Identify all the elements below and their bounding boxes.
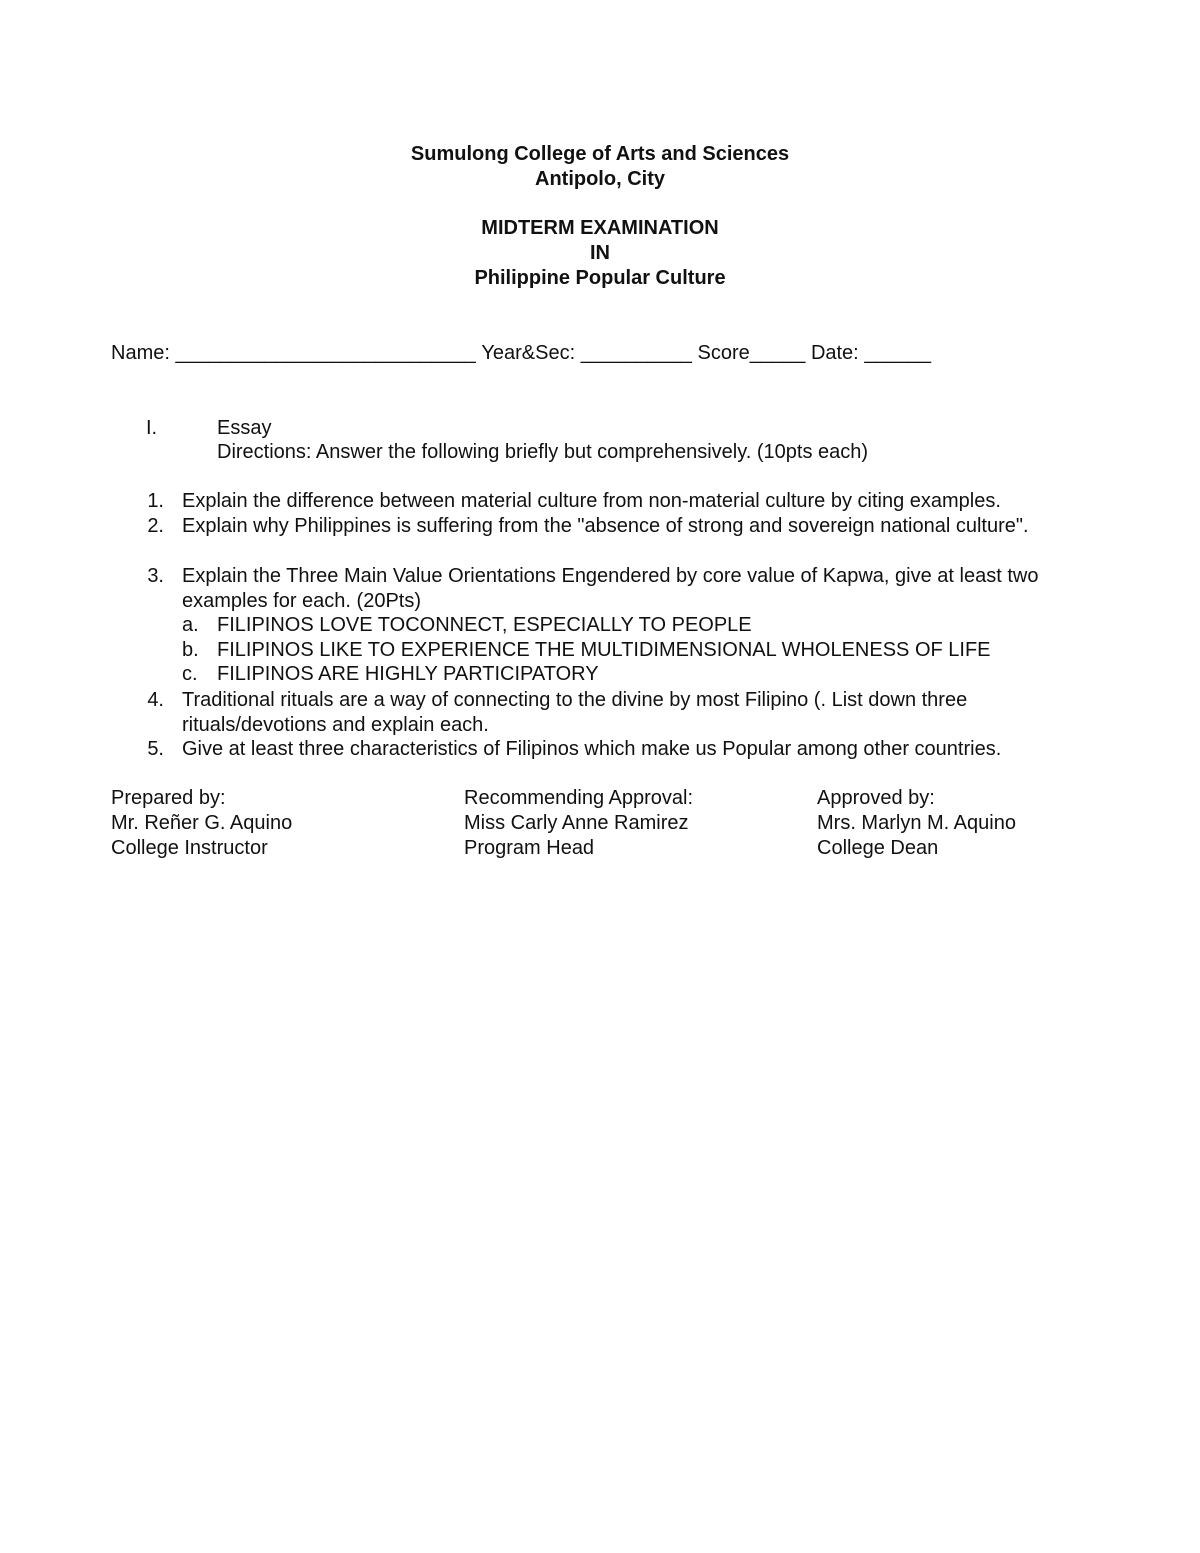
section-numeral: I. bbox=[146, 417, 158, 439]
question-text: Explain why Philippines is suffering from the "absence of strong and sovereign national culture". bbox=[182, 515, 1029, 537]
section-title: Essay bbox=[217, 417, 272, 439]
score-label: Score bbox=[697, 342, 750, 364]
score-field[interactable]: _____ bbox=[749, 342, 806, 364]
question-text: Explain the Three Main Value Orientations Engendered by core value of Kapwa, give at least two examples for each. (20Pts) bbox=[182, 565, 1039, 612]
signatory-name: Mrs. Marlyn M. Aquino bbox=[817, 812, 1016, 834]
subitem-text: FILIPINOS LIKE TO EXPERIENCE THE MULTIDIMENSIONAL WHOLENESS OF LIFE bbox=[217, 639, 991, 661]
signatory-recommending bbox=[464, 786, 693, 861]
school-header bbox=[0, 142, 1200, 192]
question-text: Explain the difference between material culture from non-material culture by citing examples. bbox=[182, 490, 1001, 512]
subitem-text: FILIPINOS ARE HIGHLY PARTICIPATORY bbox=[217, 663, 599, 685]
question-number: 4. bbox=[147, 689, 164, 711]
question-number: 1. bbox=[147, 490, 164, 512]
question-text: Give at least three characteristics of Filipinos which make us Popular among other countries. bbox=[182, 738, 1002, 760]
name-field[interactable]: ___________________________ bbox=[175, 342, 476, 364]
student-info-line bbox=[111, 341, 931, 366]
signatory-role: Recommending Approval: bbox=[464, 787, 694, 809]
subitem-text: FILIPINOS LOVE TOCONNECT, ESPECIALLY TO PEOPLE bbox=[217, 614, 752, 636]
question-number: 2. bbox=[147, 515, 164, 537]
signatory-role: Prepared by: bbox=[111, 787, 226, 809]
subitem-letter: c. bbox=[182, 663, 198, 685]
signatory-position: College Instructor bbox=[111, 837, 268, 859]
yearsec-field[interactable]: __________ bbox=[580, 342, 692, 364]
signatory-name: Miss Carly Anne Ramirez bbox=[464, 812, 689, 834]
question-number: 5. bbox=[147, 738, 164, 760]
name-label: Name: bbox=[111, 342, 170, 364]
signatory-name: Mr. Reñer G. Aquino bbox=[111, 812, 293, 834]
question-number: 3. bbox=[147, 565, 164, 587]
question-text: Traditional rituals are a way of connecting to the divine by most Filipino (. List down three rituals/devotions and explain each. bbox=[182, 689, 968, 736]
school-name: Sumulong College of Arts and Sciences bbox=[410, 143, 790, 165]
signatory-role: Approved by: bbox=[817, 787, 935, 809]
date-label: Date: bbox=[810, 342, 859, 364]
subitem-letter: a. bbox=[182, 614, 199, 636]
date-field[interactable]: ______ bbox=[864, 342, 932, 364]
subitem-letter: b. bbox=[182, 639, 199, 661]
exam-in: IN bbox=[590, 242, 610, 264]
signatory-position: Program Head bbox=[464, 837, 595, 859]
exam-subject: Philippine Popular Culture bbox=[474, 267, 726, 289]
signatory-approved bbox=[817, 786, 1016, 861]
signatory-position: College Dean bbox=[817, 837, 939, 859]
school-city: Antipolo, City bbox=[535, 168, 665, 190]
yearsec-label: Year&Sec: bbox=[481, 342, 576, 364]
exam-header bbox=[0, 216, 1200, 291]
exam-title: MIDTERM EXAMINATION bbox=[481, 217, 719, 239]
signatory-prepared bbox=[111, 786, 292, 861]
section-directions: Directions: Answer the following briefly but comprehensively. (10pts each) bbox=[217, 441, 869, 463]
